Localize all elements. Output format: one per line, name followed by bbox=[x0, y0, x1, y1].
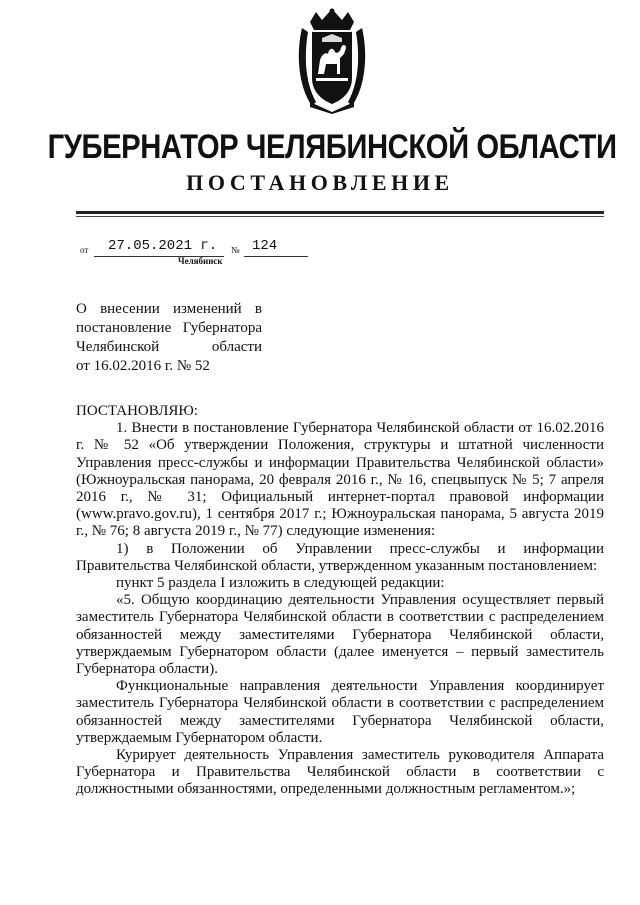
body-paragraph: Функциональные направления деятельности Управления координирует заместитель Губернатора Челябинской области в соответствии с распределением обязанностей между заместителями Губернатора Челябинской области, утверждаемым Губернатором области. bbox=[76, 678, 604, 746]
resolution-heading: ПОСТАНОВЛЯЮ: bbox=[76, 403, 198, 419]
body-paragraph: пункт 5 раздела I изложить в следующей редакции: bbox=[116, 575, 445, 592]
date-prefix: от bbox=[80, 245, 89, 255]
document-body bbox=[76, 403, 604, 799]
subject-line: от 16.02.2016 г. № 52 bbox=[76, 358, 210, 374]
subject-line: О внесении изменений в bbox=[76, 301, 262, 317]
body-paragraph: «5. Общую координацию деятельности Управления осуществляет первый заместитель Губернатора Челябинской области в соответствии с распределением обязанностей между заместителями Губернатора Челябинской области, утверждаемым Губернатором области (далее именуется – первый заместитель Губернатора области). bbox=[76, 592, 604, 678]
authority-title: ГУБЕРНАТОР ЧЕЛЯБИНСКОЙ ОБЛАСТИ bbox=[47, 128, 617, 166]
document-city: Челябинск bbox=[178, 256, 223, 266]
body-paragraph: Курирует деятельность Управления заместитель руководителя Аппарата Губернатора и Правительства Челябинской области в соответствии с должностными обязанностями, определенными должностным регламентом.»; bbox=[76, 747, 604, 798]
header-divider bbox=[76, 211, 604, 214]
number-prefix: № bbox=[231, 245, 240, 255]
subject-line: Челябинской области bbox=[76, 339, 262, 355]
document-date: 27.05.2021 г. bbox=[108, 238, 218, 254]
document-type-title: ПОСТАНОВЛЕНИЕ bbox=[186, 170, 454, 195]
number-underline bbox=[244, 256, 308, 257]
subject-line: постановление Губернатора bbox=[76, 320, 262, 336]
body-paragraph: 1) в Положении об Управлении пресс-службы и информации Правительства Челябинской области, утвержденном указанным постановлением: bbox=[76, 540, 604, 574]
document-date-number bbox=[80, 235, 340, 257]
document-subject bbox=[76, 300, 262, 376]
header-divider-thin bbox=[76, 216, 604, 217]
body-paragraph: 1. Внести в постановление Губернатора Челябинской области от 16.02.2016 г. № 52 «Об утверждении Положения, структуры и штатной численности Управления пресс-службы и информации Правительства Челябинской области» (Южноуральская панорама, 20 февраля 2016 г., № 16, спецвыпуск № 5; 7 апреля 2016 г., № 31; Официальный интернет-портал правовой информации (www.pravo.gov.ru), 1 сентября 2017 г.; Южноуральская панорама, 5 августа 2019 г., № 76; 8 августа 2019 г., № 77) следующие изменения: bbox=[76, 420, 604, 540]
document-number: 124 bbox=[252, 238, 278, 254]
coat-of-arms-emblem bbox=[296, 8, 368, 114]
